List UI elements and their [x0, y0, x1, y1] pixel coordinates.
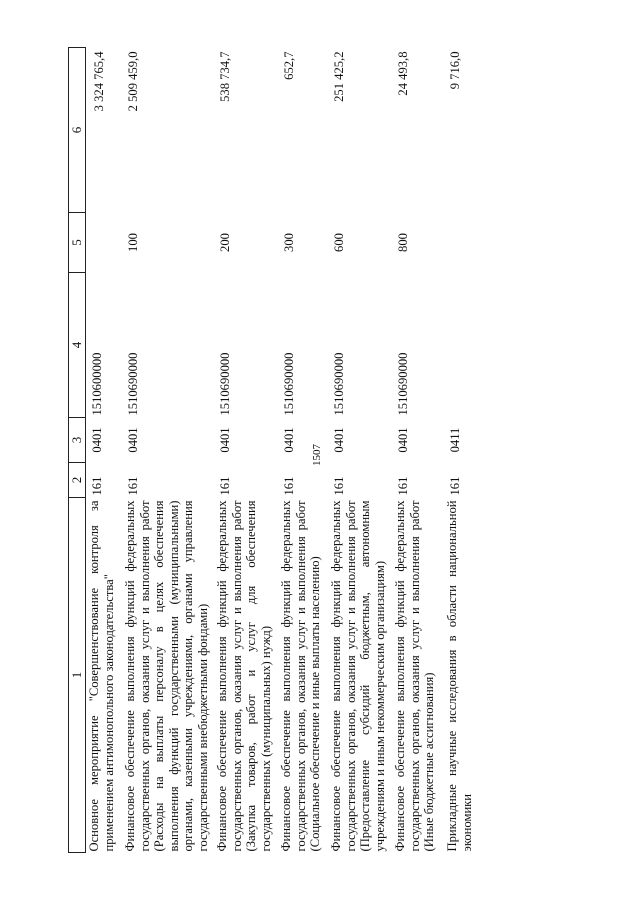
row-section-code: 0401 [282, 427, 296, 453]
row-expense-type: 200 [218, 233, 232, 252]
row-section-code: 0401 [332, 427, 346, 453]
row-amount: 652,7 [282, 51, 296, 80]
row-section-code: 0401 [218, 427, 232, 453]
row-section-code: 0401 [90, 427, 104, 453]
row-expense-type: 800 [396, 233, 410, 252]
row-target-code: 1510690000 [332, 352, 346, 416]
row-expense-type [86, 213, 123, 273]
row-target-code: 1510690000 [396, 352, 410, 416]
header-row [69, 48, 86, 853]
row-section-code: 0401 [396, 427, 410, 453]
row-target-code [444, 273, 482, 418]
row-admin-code: 161 [396, 476, 410, 496]
header-col-2: 2 [69, 463, 86, 498]
header-col-3: 3 [69, 418, 86, 463]
table-row [86, 48, 123, 853]
header-col-1: 1 [69, 498, 86, 853]
row-section-code: 0401 [126, 427, 140, 453]
row-name: Финансовое обеспечение выполнения функций федеральных государственных органов, оказания услуг и выполнения работ (Закупка товаров, работ и услуг для обеспечения государственных (муниципальных) нужд) [215, 500, 273, 852]
row-admin-code: 161 [282, 476, 296, 496]
table-row [392, 48, 444, 853]
row-admin-code: 161 [126, 476, 140, 496]
row-name: Финансовое обеспечение выполнения функций федеральных государственных органов, оказания услуг и выполнения работ (Социальное обеспечение и иные выплаты населению) [279, 500, 323, 852]
row-amount: 3 324 765,4 [92, 51, 106, 112]
row-admin-code: 161 [332, 476, 346, 496]
budget-table [68, 47, 482, 853]
row-expense-type [444, 213, 482, 273]
row-admin-code: 161 [448, 476, 462, 496]
row-target-code: 1510690000 [126, 352, 140, 416]
page-number: 1507 [311, 444, 323, 466]
header-col-4: 4 [69, 273, 86, 418]
row-admin-code: 161 [218, 476, 232, 496]
row-target-code: 1510600000 [90, 352, 104, 416]
table-row [328, 48, 392, 853]
row-name: Финансовое обеспечение выполнения функций федеральных государственных органов, оказания услуг и выполнения работ (Предоставление субсидий бюджетным, автономным учреждениям и иным некоммерческим организациям) [329, 500, 387, 852]
header-col-6: 6 [69, 48, 86, 213]
row-name: Финансовое обеспечение выполнения функций федеральных государственных органов, оказания услуг и выполнения работ (Иные бюджетные ассигнования) [393, 500, 437, 852]
row-amount: 251 425,2 [332, 51, 346, 102]
row-amount: 538 734,7 [218, 51, 232, 102]
row-expense-type: 300 [282, 233, 296, 252]
rotated-budget-table-page [68, 48, 596, 853]
row-section-code: 0411 [448, 427, 462, 453]
row-name: Прикладные научные исследования в области национальной экономики [445, 500, 474, 852]
table-row [278, 48, 328, 853]
row-admin-code: 161 [90, 476, 104, 496]
row-expense-type: 100 [126, 233, 140, 252]
row-target-code: 1510690000 [218, 352, 232, 416]
row-target-code: 1510690000 [282, 352, 296, 416]
row-name: Финансовое обеспечение выполнения функций федеральных государственных органов, оказания услуг и выполнения работ (Расходы на выплаты персоналу в целях обеспечения выполнения функций государственными (муниципальными) органами, казенными учреждениями, органами управления государственными внебюджетными фондами) [123, 500, 210, 852]
header-col-5: 5 [69, 213, 86, 273]
row-expense-type: 600 [332, 233, 346, 252]
row-amount: 9 716,0 [448, 51, 462, 90]
row-name: Основное мероприятие "Совершенствование контроля за применением антимонопольного законодательства" [87, 500, 116, 852]
table-row [214, 48, 278, 853]
row-amount: 2 509 459,0 [126, 51, 140, 112]
table-row [444, 48, 482, 853]
table-row [122, 48, 214, 853]
row-amount: 24 493,8 [396, 51, 410, 96]
